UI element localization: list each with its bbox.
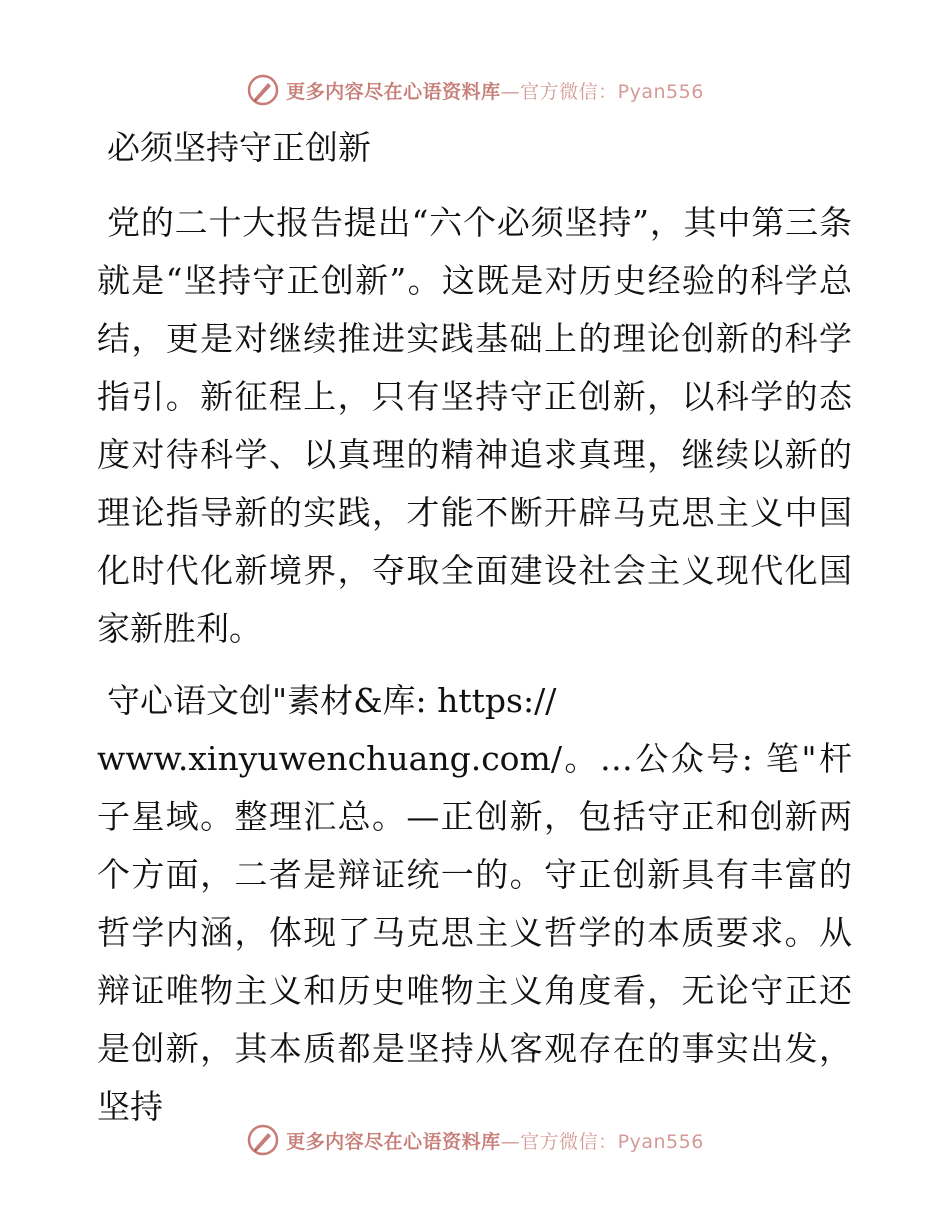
watermark-brand: 更多内容尽在心语资料库 <box>286 80 501 103</box>
footer-watermark <box>0 1120 950 1160</box>
watermark-suffix: —官方微信：Pyan556 <box>500 1130 704 1153</box>
paragraph-1: 党的二十大报告提出“六个必须坚持”，其中第三条就是“坚持守正创新”。这既是对历史经验的科学总结，更是对继续推进实践基础上的理论创新的科学指引。新征程上，只有坚持守正创新，以科学的态度对待科学、以真理的精神追求真理，继续以新的理论指导新的实践，才能不断开辟马克思主义中国化时代化新境界，夺取全面建设社会主义现代化国家新胜利。 <box>97 203 852 648</box>
paragraph-2-rest: www.xinyuwenchuang.com/。…公众号: 笔"杆子星域。整理汇总。—正创新，包括守正和创新两个方面，二者是辩证统一的。守正创新具有丰富的哲学内涵，体现了马克思主义哲学的本质要求。从辩证唯物主义和历史唯物主义角度看，无论守正还是创新，其本质都是坚持从客观存在的事实出发，坚持 <box>97 739 852 1126</box>
paragraph-2-line-1: 守心语文创"素材&库: https:// <box>107 681 557 720</box>
document-body <box>97 120 852 1150</box>
watermark-text <box>286 77 704 104</box>
header-watermark <box>0 70 950 110</box>
watermark-brand: 更多内容尽在心语资料库 <box>286 1130 501 1153</box>
pen-circle-icon <box>246 1123 280 1157</box>
paragraph-2 <box>97 672 852 1136</box>
document-heading: 必须坚持守正创新 <box>107 128 371 167</box>
watermark-text <box>286 1127 704 1154</box>
watermark-suffix: —官方微信：Pyan556 <box>500 80 704 103</box>
pen-circle-icon <box>246 73 280 107</box>
